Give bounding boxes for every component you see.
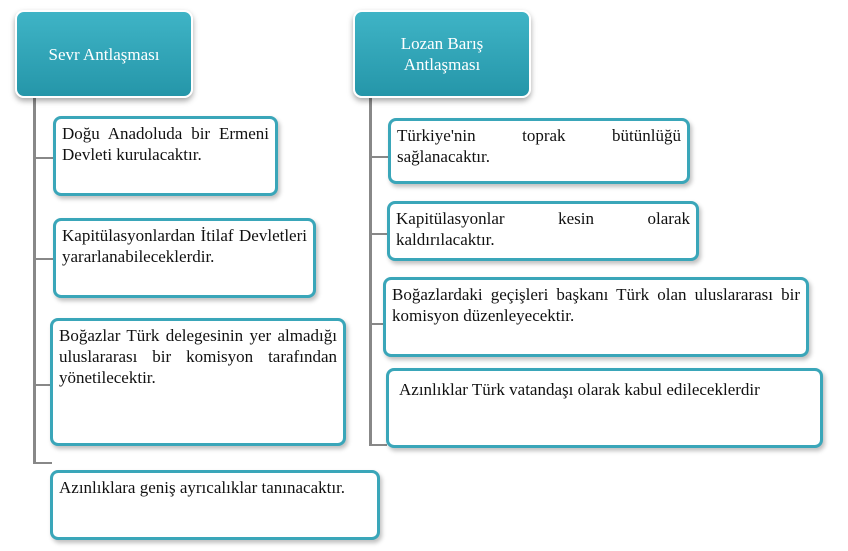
sevr-item-1: Doğu Anadoluda bir Ermeni Devleti kurulacaktır. [53,116,278,196]
left-branch-2 [33,258,55,260]
left-branch-1 [33,157,55,159]
right-branch-1 [369,156,389,158]
right-branch-3 [369,323,383,325]
lozan-header: Lozan Barış Antlaşması [353,10,531,98]
sevr-item-2: Kapitülasyonlardan İtilaf Devletleri yararlanabileceklerdir. [53,218,316,298]
sevr-item-4: Azınlıklara geniş ayrıcalıklar tanınacaktır. [50,470,380,540]
lozan-item-3: Boğazlardaki geçişleri başkanı Türk olan uluslararası bir komisyon düzenleyecektir. [383,277,809,357]
lozan-item-1: Türkiye'nin toprak bütünlüğü sağlanacaktır. [388,118,690,184]
right-tree-connector [369,97,372,445]
right-branch-2 [369,233,389,235]
lozan-item-2: Kapitülasyonlar kesin olarak kaldırılacaktır. [387,201,699,261]
left-tree-connector [33,96,36,463]
sevr-header: Sevr Antlaşması [15,10,193,98]
sevr-item-3: Boğazlar Türk delegesinin yer almadığı uluslararası bir komisyon tarafından yönetilecektir. [50,318,346,446]
lozan-item-4: Azınlıklar Türk vatandaşı olarak kabul edileceklerdir [386,368,823,448]
left-branch-3 [33,384,50,386]
left-branch-4 [33,462,52,464]
right-branch-4 [369,444,387,446]
